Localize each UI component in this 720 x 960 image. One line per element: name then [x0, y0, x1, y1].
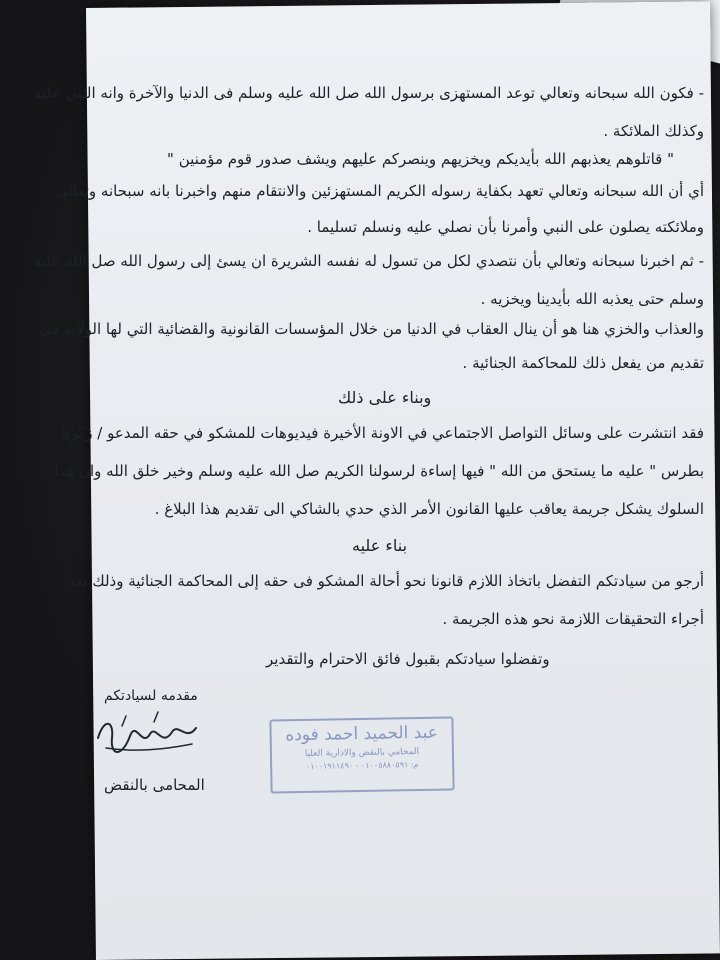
heading-therefore: وبناء على ذلك [338, 388, 432, 407]
text-line: أرجو من سيادتكم التفضل باتخاذ اللازم قانونا نحو أحالة المشكو فى حقه إلى المحاكمة الجنائية وذلك بعد [68, 572, 704, 590]
stamp-phones: م: ٠١٠٠٥٨٨٠٥٩١ - ٠١٠٠١٩١١٤٩٠ [305, 760, 419, 771]
text-line: بطرس " عليه ما يستحق من الله " فيها إساءة لرسولنا الكريم صل الله عليه وسلم وخير خلق الله وان هذا [54, 462, 704, 480]
stamp-name: عبد الحميد احمد فوده [285, 722, 439, 746]
text-line: وملائكته يصلون على النبي وأمرنا بأن نصلي عليه ونسلم تسليما . [307, 218, 704, 236]
text-line: أي أن الله سبحانه وتعالي تعهد بكفاية رسوله الكريم المستهزئين والانتقام منهم واخبرنا بانه سبحانه وتعالي [55, 182, 704, 200]
lawyer-stamp [269, 716, 454, 793]
text-line: وسلم حتى يعذبه الله بأيدينا ويخزيه . [480, 290, 704, 308]
text-line: السلوك يشكل جريمة يعاقب عليها القانون الأمر الذي حدي بالشاكي الى تقديم هذا البلاغ . [154, 500, 704, 518]
text-line: - فكون الله سبحانه وتعالي توعد المستهزى برسول الله صل الله عليه وسلم فى الدنيا والآخرة وانه الثني عليه [34, 84, 704, 102]
lawyer-title: المحامى بالنقض [104, 776, 205, 794]
text-line: والعذاب والخزي هنا هو أن ينال العقاب في الدنيا من خلال المؤسسات القانونية والقضائية التي لها الولاية في [39, 320, 704, 338]
quran-verse: " قاتلوهم يعذبهم الله بأيديكم ويخزيهم وينصركم عليهم ويشف صدور قوم مؤمنين " [167, 150, 674, 168]
stamp-title: المحامي بالنقض والادارية العليا [304, 747, 420, 759]
text-line: - ثم اخبرنا سبحانه وتعالي بأن نتصدي لكل من تسول له نفسه الشريرة ان يسئ إلى رسول الله صل الله عليه [33, 252, 704, 270]
heading-accordingly: بناء عليه [352, 536, 408, 555]
text-line: تقديم من يفعل ذلك للمحاكمة الجنائية . [462, 354, 704, 372]
text-line: وكذلك الملائكة . [603, 122, 704, 140]
document-page [33, 1, 720, 959]
text-line: أجراء التحقيقات اللازمة نحو هذه الجريمة . [442, 610, 704, 628]
handwritten-signature [92, 708, 202, 763]
closing-line: وتفضلوا سيادتكم بقبول فائق الاحترام والتقدير [266, 650, 550, 668]
text-line: فقد انتشرت على وسائل التواصل الاجتماعي في الاونة الأخيرة فيديوهات للمشكو في حقه المدعو / زكريا [61, 424, 704, 442]
submitted-by: مقدمه لسيادتكم [104, 688, 198, 704]
